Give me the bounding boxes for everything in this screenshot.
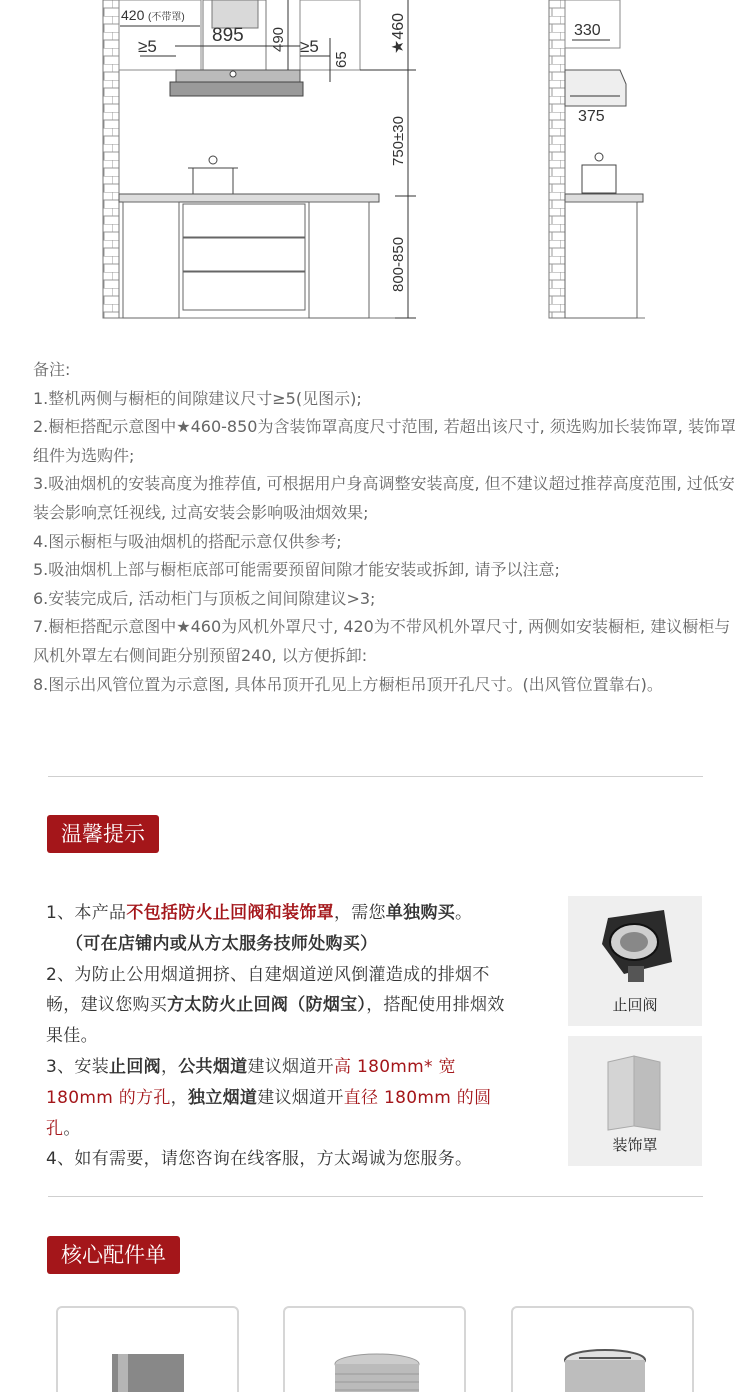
product-card-valve[interactable] — [568, 896, 702, 1026]
lower-cabinet-front — [119, 194, 379, 318]
range-hood-image — [58, 1308, 239, 1392]
accessories-title: 核心配件单 — [47, 1236, 180, 1274]
note-item: 6.安装完成后, 活动柜门与顶板之间间隙建议>3; — [33, 588, 376, 608]
dim-800: 800-850 — [390, 236, 407, 292]
dim-420: 420 — [121, 7, 145, 23]
exhaust-duct-image — [285, 1308, 466, 1392]
accessory-card[interactable] — [283, 1306, 466, 1392]
tip-2: 2、为防止公用烟道拥挤、自建烟道逆风倒灌造成的排烟不畅，建议您购买方太防火止回阀（防烟宝），搭配使用排烟效果佳。 — [46, 964, 505, 1047]
note-item: 3.吸油烟机的安装高度为推荐值, 可根据用户身高调整安装高度, 但不建议超过推荐高度范围, 过低安装会影响烹饪视线, 过高安装会影响吸油烟效果; — [33, 474, 735, 522]
accessory-card[interactable] — [511, 1306, 694, 1392]
dim-65: 65 — [333, 51, 350, 68]
side-view — [549, 0, 645, 318]
notes-section — [33, 356, 743, 699]
dim-750: 750±30 — [390, 116, 407, 166]
check-valve-image — [568, 896, 702, 996]
divider — [48, 1196, 703, 1197]
installation-diagram — [0, 0, 750, 330]
notes-title: 备注: — [33, 360, 71, 379]
dim-330: 330 — [574, 22, 601, 39]
dim-375: 375 — [578, 108, 605, 125]
note-item: 5.吸油烟机上部与橱柜底部可能需要预留间隙才能安装或拆卸, 请予以注意; — [33, 560, 560, 580]
dim-895: 895 — [212, 25, 244, 46]
dim-gap-right: ≥5 — [300, 37, 319, 56]
valve-label: 止回阀 — [612, 996, 658, 1014]
duct-connector-image — [513, 1308, 694, 1392]
decorative-cover-image — [568, 1036, 702, 1136]
divider — [48, 776, 703, 777]
range-hood-front — [170, 70, 303, 96]
cover-label: 装饰罩 — [612, 1136, 658, 1154]
note-item: 1.整机两侧与橱柜的间隙建议尺寸≥5(见图示); — [33, 388, 362, 408]
dim-gap-left: ≥5 — [138, 37, 157, 56]
tips-title: 温馨提示 — [47, 815, 159, 853]
dim-460: ★460 — [390, 12, 407, 54]
tip-1-note: （可在店铺内或从方太服务技师处购买） — [66, 933, 378, 954]
cooktop-pot — [188, 156, 238, 194]
accessory-card[interactable] — [56, 1306, 239, 1392]
tip-1: 1、本产品不包括防火止回阀和装饰罩，需您单独购买。 — [46, 903, 473, 923]
tip-4: 4、如有需要，请您咨询在线客服，方太竭诚为您服务。 — [46, 1149, 473, 1170]
dim-420-note: (不带罩) — [148, 12, 185, 23]
tips-list — [46, 898, 516, 1175]
tip-3: 3、安装止回阀，公共烟道建议烟道开高 180mm* 宽 180mm 的方孔，独立烟道建议烟道开直径 180mm 的圆孔。 — [46, 1056, 492, 1139]
dim-490: 490 — [270, 26, 287, 52]
note-item: 4.图示橱柜与吸油烟机的搭配示意仅供参考; — [33, 531, 342, 551]
product-card-cover[interactable] — [568, 1036, 702, 1166]
note-item: 2.橱柜搭配示意图中★460-850为含装饰罩高度尺寸范围, 若超出该尺寸, 须选购加长装饰罩, 装饰罩组件为选购件; — [33, 417, 736, 465]
note-item: 7.橱柜搭配示意图中★460为风机外罩尺寸, 420为不带风机外罩尺寸, 两侧如安装橱柜, 建议橱柜与风机外罩左右侧间距分别预留240, 以方便拆卸: — [33, 617, 731, 665]
note-item: 8.图示出风管位置为示意图, 具体吊顶开孔见上方橱柜吊顶开孔尺寸。(出风管位置靠右)。 — [33, 674, 663, 694]
